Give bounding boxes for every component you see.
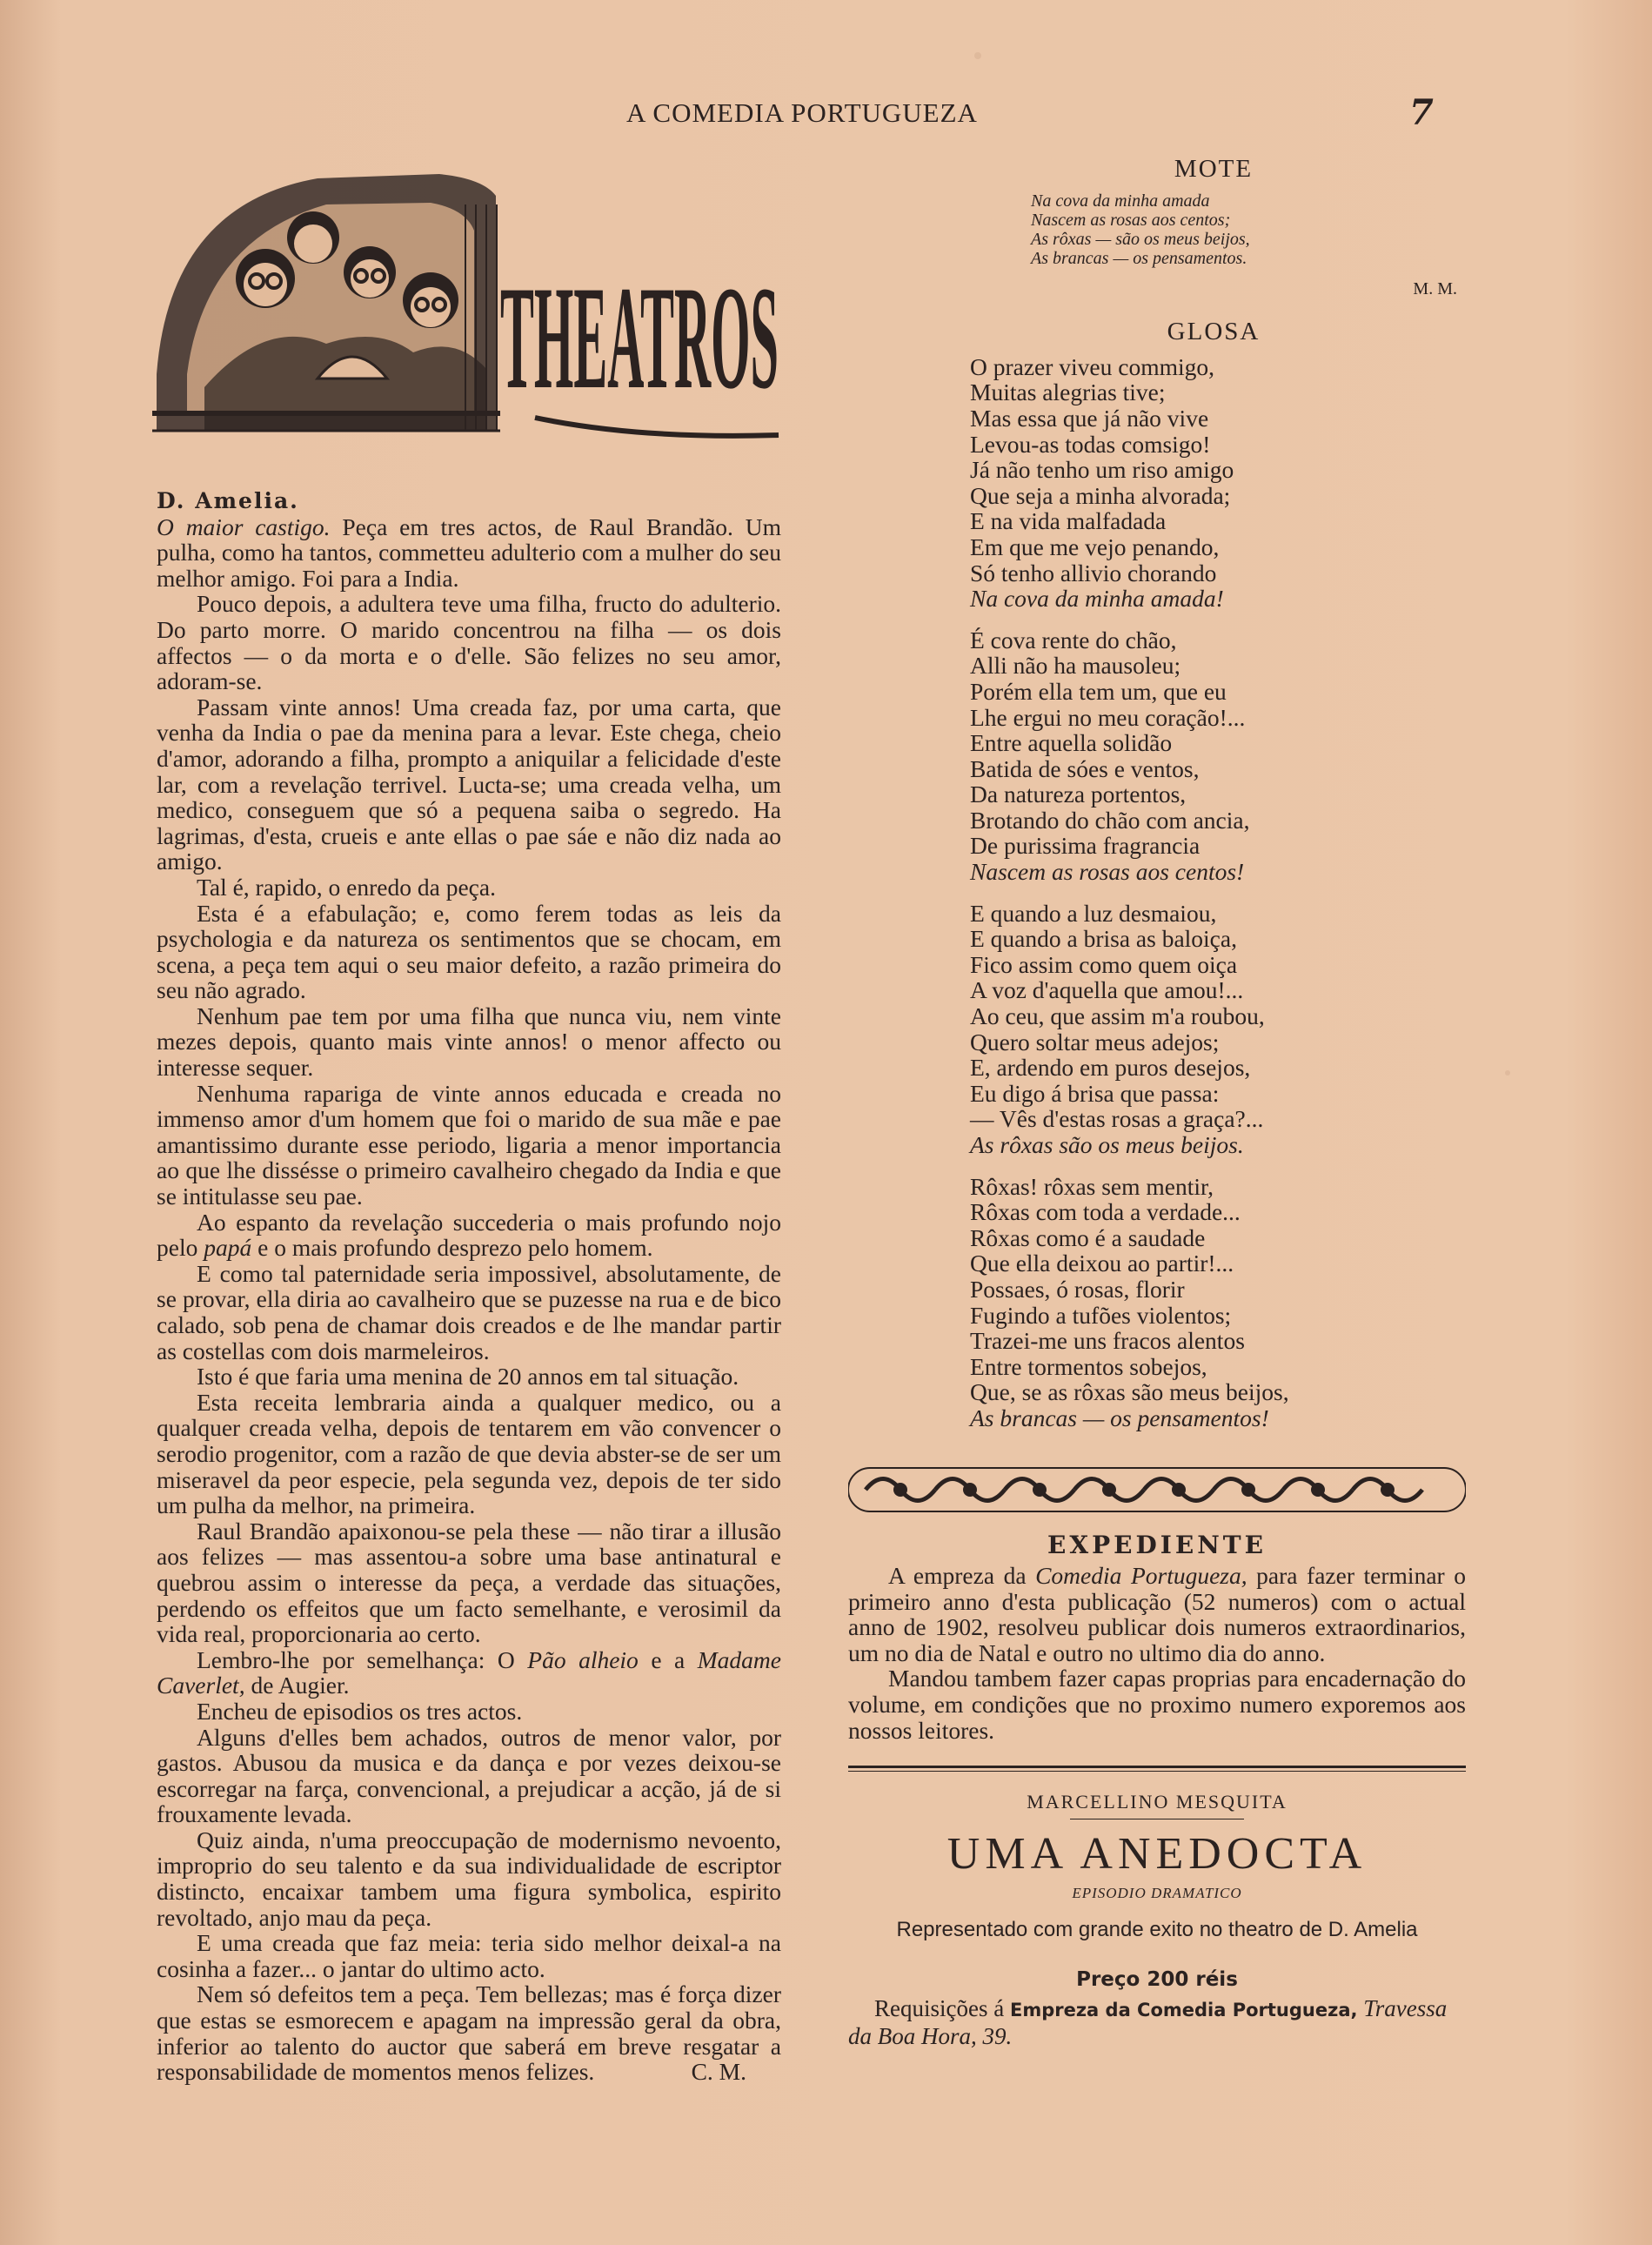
review-paragraph: Raul Brandão apaixonou-se pela these — não tirar a illusão aos felizes — mas assentou-a sobre uma base antinatural e quebrou assim o interesse da peça, a verdade das situações, perdendo os effeitos que um facto semelhante, e verosimil da vida real, proporcionaria ao certo.: [157, 1517, 781, 1648]
review-paragraph: [157, 1210, 781, 1261]
verse-line: Rôxas com toda a verdade...: [970, 1198, 1241, 1226]
advert-represented: Representado com grande exito no theatro de D. Amelia: [896, 1918, 1418, 1942]
mote-line: As rôxas — são os meus beijos,: [1031, 229, 1250, 249]
verse-line: Muitas alegrias tive;: [970, 379, 1166, 406]
verse-line: Eu digo á brisa que passa:: [970, 1079, 1220, 1107]
play-title: O maior castigo.: [157, 513, 331, 540]
verse-line: E, ardendo em puros desejos,: [970, 1054, 1251, 1082]
verse-line: As rôxas são os meus beijos.: [970, 1131, 1244, 1158]
scroll-ornament: [848, 1464, 1466, 1516]
review-paragraph: Quiz ainda, n'uma preoccupação de modernismo nevoento, improprio do seu talento e da sua individualidade de escriptor distincto, encaixar tambem uma figura symbolica, espirito revoltado, anjo mau da peça.: [157, 1826, 781, 1931]
review-paragraph: Nenhuma rapariga de vinte annos educada e creada no immenso amor d'um homem que foi o marido de sua mãe e pae amantissimo durante esse periodo, ligaria a menor importancia ao que lhe dissésse o primeiro cavalheiro chegado da India e que se intitulasse seu pae.: [157, 1079, 781, 1210]
paragraph-text: e a: [638, 1645, 698, 1673]
mote-line: As brancas — os pensamentos.: [1031, 248, 1247, 268]
paragraph-text: Ao espanto da revelação succederia o mais profundo nojo pelo: [157, 1208, 781, 1262]
verse-line: Batida de sóes e ventos,: [970, 754, 1200, 782]
page-header: [0, 92, 1652, 141]
verse-line: Que, se as rôxas são meus beijos,: [970, 1378, 1289, 1406]
ornamental-border: [848, 1464, 1466, 1516]
expediente-paragraph: Mandou tambem fazer capas proprias para encadernação do volume, em condições que no proximo numero exporemos aos nossos leitores.: [848, 1665, 1466, 1744]
glosa-heading: GLOSA: [1167, 318, 1261, 346]
glosa-stanza: [970, 1174, 1457, 1431]
verse-line: O prazer viveu commigo,: [970, 352, 1215, 380]
review-paragraph: [157, 1647, 781, 1699]
verse-line: E quando a brisa as baloiça,: [970, 925, 1237, 953]
review-signature: C. M.: [691, 2058, 746, 2086]
glosa-stanza: [970, 354, 1457, 612]
verse-line: Fugindo a tufões violentos;: [970, 1301, 1232, 1329]
poem-column: [970, 148, 1457, 1447]
review-paragraph: Tal é, rapido, o enredo da peça.: [197, 873, 496, 901]
expediente-section: [848, 1518, 1466, 2049]
review-paragraph: E uma creada que faz meia: teria sido melhor deixal-a na cosinha a fazer... o jantar do ultimo acto.: [157, 1929, 781, 1982]
company-name: Empreza da Comedia Portugueza,: [1009, 2000, 1358, 2021]
verse-line: Na cova da minha amada!: [970, 585, 1224, 613]
verse-line: Rôxas como é a saudade: [970, 1223, 1206, 1251]
expediente-paragraph: [848, 1563, 1466, 1665]
advert-title: UMA ANEDOCTA: [946, 1829, 1368, 1880]
italic-word: papá: [204, 1234, 252, 1262]
review-column: [157, 487, 781, 2085]
review-paragraph: Encheu de episodios os tres actos.: [197, 1697, 523, 1725]
glosa-stanza: [970, 627, 1457, 885]
section-divider: [848, 1766, 1466, 1772]
verse-line: E na vida malfadada: [970, 507, 1167, 535]
advert-author: MARCELLINO MESQUITA: [1027, 1791, 1287, 1813]
paragraph-text: Nem só defeitos tem a peça. Tem bellezas; mas é força dizer que estas se esmorecem e apagam na impressão geral da obra, inferior ao talento do auctor que saberá em breve resgatar a responsabilidade de momentos menos felizes.: [157, 1980, 781, 2086]
paragraph-text: e o mais profundo desprezo pelo homem.: [251, 1234, 653, 1262]
advert-requests: [848, 1996, 1466, 2049]
mote-signature: M. M.: [1413, 278, 1457, 298]
expediente-body: [848, 1563, 1466, 1743]
verse-line: Levou-as todas comsigo!: [970, 430, 1211, 458]
verse-line: Entre tormentos sobejos,: [970, 1352, 1207, 1380]
venue-heading: D. Amelia.: [157, 488, 299, 513]
verse-line: Que seja a minha alvorada;: [970, 481, 1231, 509]
verse-line: Nascem as rosas aos centos!: [970, 858, 1245, 886]
publication-title: A COMEDIA PORTUGUEZA: [626, 97, 978, 128]
verse-line: Brotando do chão com ancia,: [970, 806, 1250, 834]
mote-line: Nascem as rosas aos centos;: [1031, 210, 1231, 230]
verse-line: Só tenho allivio chorando: [970, 559, 1217, 586]
verse-line: Possaes, ó rosas, florir: [970, 1275, 1185, 1303]
glosa-stanzas: [970, 354, 1457, 1431]
paragraph-text: Peça em tres actos, de Raul Brandão. Um pulha, como ha tantos, commetteu adulterio com a mulher do seu melhor amigo. Foi para a India.: [157, 513, 781, 592]
review-paragraph: Pouco depois, a adultera teve uma filha, fructo do adulterio. Do parto morre. O marido concentrou na filha — os dois affectos — o da morta e o d'elle. São felizes no seu amor, adoram-se.: [157, 590, 781, 695]
review-paragraph: [157, 514, 781, 592]
paragraph-text: de Augier.: [244, 1672, 350, 1699]
theatre-audience-drawing: [152, 170, 787, 457]
verse-line: Entre aquella solidão: [970, 729, 1173, 757]
page-number: 7: [1409, 92, 1434, 133]
review-paragraph: Nenhum pae tem por uma filha que nunca viu, nem vinte mezes depois, quanto mais vinte annos! o menor affecto ou interesse sequer.: [157, 1002, 781, 1082]
verse-line: Lhe ergui no meu coração!...: [970, 703, 1246, 731]
verse-line: Que ella deixou ao partir!...: [970, 1250, 1234, 1277]
verse-line: Mas essa que já não vive: [970, 404, 1209, 432]
advert-price: Preço 200 réis: [1076, 1968, 1238, 1992]
paper-speck: [1505, 1070, 1510, 1076]
paper-speck: [974, 52, 981, 59]
verse-line: A voz d'aquella que amou!...: [970, 976, 1244, 1004]
review-paragraph: [157, 1981, 781, 2084]
verse-line: Porém ella tem um, que eu: [970, 677, 1227, 705]
paragraph-text: Requisições á: [874, 1995, 1010, 2022]
italic-title: Pão alheio: [527, 1645, 639, 1673]
review-paragraph: E como tal paternidade seria impossivel, absolutamente, de se provar, ella diria ao cavalheiro que se puzesse na rua e de bico calado, sob pena de chamar dois creados e de lhe mandar partir as costellas com dois marmeleiros.: [157, 1259, 781, 1364]
verse-line: De purissima fragrancia: [970, 832, 1201, 860]
review-paragraph: Esta receita lembraria ainda a qualquer medico, ou a qualquer creada velha, depois de tentarem em vão convencer o serodio progenitor, com a razão de que devia abster-se de ser um miseravel da peor especie, pela segunda vez, depois de ter sido um pulha da melhor, na primeira.: [157, 1388, 781, 1519]
review-paragraph: Alguns d'elles bem achados, outros de menor valor, por gastos. Abusou da musica e da dança e por vezes deixou-se escorregar na farça, convencional, a prejudicar a acção, já de si frouxamente levada.: [157, 1723, 781, 1828]
verse-line: Quero soltar meus adejos;: [970, 1028, 1220, 1055]
publication-name: Comedia Portugueza,: [1035, 1562, 1247, 1589]
review-paragraph: Isto é que faria uma menina de 20 annos em tal situação.: [197, 1363, 739, 1391]
address: Travessa da Boa Hora, 39.: [848, 1995, 1448, 2049]
mote-verse: [1031, 191, 1457, 268]
theatre-illustration: [152, 170, 787, 457]
verse-line: E quando a luz desmaiou,: [970, 899, 1217, 927]
paragraph-text: A empreza da: [888, 1562, 1036, 1589]
verse-line: Rôxas! rôxas sem mentir,: [970, 1172, 1214, 1200]
expediente-heading: EXPEDIENTE: [1047, 1531, 1267, 1559]
advert-subtitle: EPISODIO DRAMATICO: [1072, 1885, 1242, 1902]
theatros-lettering: THEATROS: [500, 256, 779, 419]
italic-title: Madame Caverlet,: [157, 1645, 781, 1699]
verse-line: Já não tenho um riso amigo: [970, 456, 1234, 484]
paragraph-text: para fazer terminar o primeiro anno d'esta publicação (52 numeros) com o actual anno de 1902, resolveu publicar dois numeros extraordinarios, um no dia de Natal e outro no ultimo dia do anno.: [848, 1562, 1466, 1666]
verse-line: Em que me vejo penando,: [970, 533, 1220, 560]
review-paragraph: Esta é a efabulação; e, como ferem todas as leis da psychologia e da natureza os sentimentos que se chocam, em scena, a peça tem aqui o seu maior defeito, a razão primeira do seu não agrado.: [157, 899, 781, 1004]
glosa-stanza: [970, 901, 1457, 1158]
verse-line: — Vês d'estas rosas a graça?...: [970, 1105, 1264, 1133]
verse-line: Ao ceu, que assim m'a roubou,: [970, 1002, 1265, 1030]
mote-line: Na cova da minha amada: [1031, 191, 1210, 211]
review-paragraph: Passam vinte annos! Uma creada faz, por uma carta, que venha da India o pae da menina para a levar. Este chega, cheio d'amor, adorando a filha, prompto a aniquilar a felicidade d'este lar, com a revelação terrivel. Lucta-se; uma creada velha, um medico, conseguem que só a pequena saiba o segredo. Ha lagrimas, d'esta, crueis e ante ellas o pae sáe e não diz nada ao amigo.: [157, 693, 781, 875]
verse-line: É cova rente do chão,: [970, 626, 1177, 653]
verse-line: Da natureza portentos,: [970, 781, 1187, 808]
mote-heading: MOTE: [1174, 155, 1254, 183]
verse-line: Fico assim como quem oiça: [970, 950, 1238, 978]
verse-line: As brancas — os pensamentos!: [970, 1404, 1269, 1431]
verse-line: Alli não ha mausoleu;: [970, 652, 1181, 680]
paragraph-text: Lembro-lhe por semelhança: O: [197, 1645, 528, 1673]
verse-line: Trazei-me uns fracos alentos: [970, 1327, 1245, 1355]
